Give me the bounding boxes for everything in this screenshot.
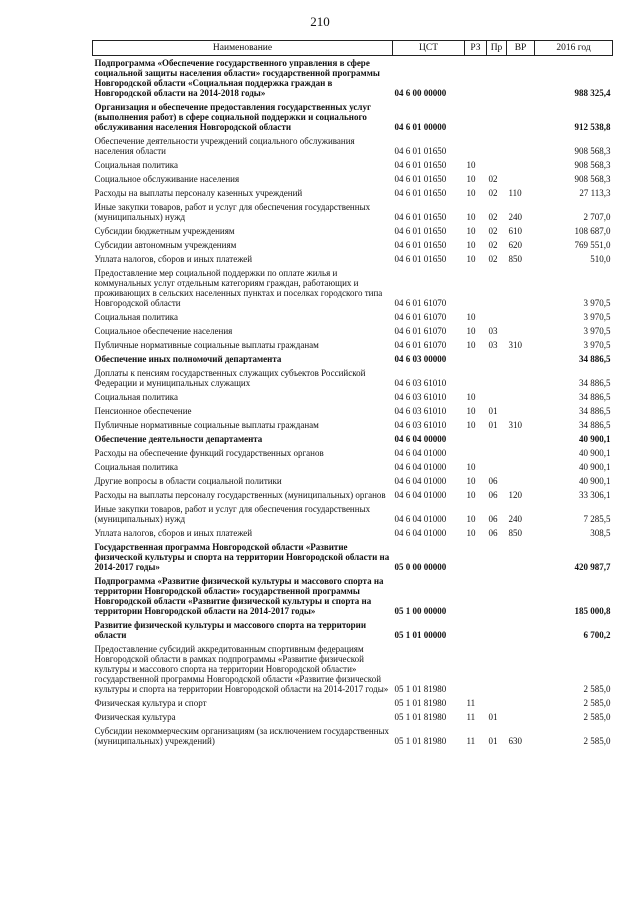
row-rz: 10 [466, 212, 476, 222]
row-vr [507, 446, 535, 460]
row-cst: 04 6 04 01000 [394, 490, 447, 500]
row-name: Расходы на обеспечение функций государственных органов [94, 448, 324, 458]
row-amount: 908 568,3 [574, 146, 611, 156]
row-cst: 04 6 03 61010 [394, 392, 447, 402]
row-cst: 04 6 01 01650 [394, 160, 447, 170]
row-pr: 01 [488, 420, 498, 430]
row-pr [487, 56, 507, 101]
row-amount: 2 585,0 [583, 736, 611, 746]
table-row [93, 460, 613, 474]
row-amount: 3 970,5 [583, 298, 611, 308]
row-rz [465, 618, 487, 642]
row-name: Иные закупки товаров, работ и услуг для обеспечения государственных (муниципальных) нужд [94, 504, 371, 524]
header-rz: РЗ [465, 41, 487, 56]
row-pr: 06 [488, 514, 498, 524]
row-vr: 240 [508, 212, 522, 222]
table-row [93, 540, 613, 574]
row-vr: 240 [508, 514, 522, 524]
row-cst: 05 1 01 81980 [394, 736, 447, 746]
page-number: 210 [310, 14, 330, 29]
row-cst: 05 1 01 81980 [394, 684, 447, 694]
table-row [93, 488, 613, 502]
row-vr [507, 172, 535, 186]
table-row [93, 172, 613, 186]
row-rz: 10 [466, 392, 476, 402]
row-cst: 04 6 01 61070 [394, 298, 447, 308]
row-vr: 110 [508, 188, 522, 198]
row-pr [487, 618, 507, 642]
table-row [93, 404, 613, 418]
row-cst: 04 6 01 61070 [394, 326, 447, 336]
row-amount: 3 970,5 [583, 340, 611, 350]
row-vr [507, 100, 535, 134]
row-name: Субсидии бюджетным учреждениям [94, 226, 235, 236]
table-body [93, 56, 613, 749]
table-row [93, 366, 613, 390]
row-name: Расходы на выплаты персоналу казенных учреждений [94, 188, 303, 198]
row-rz [465, 266, 487, 310]
table-row [93, 310, 613, 324]
row-amount: 34 886,5 [579, 354, 611, 364]
row-cst: 05 1 01 00000 [394, 630, 447, 640]
row-amount: 3 970,5 [583, 312, 611, 322]
row-cst: 04 6 04 01000 [394, 514, 447, 524]
table-row [93, 390, 613, 404]
row-amount: 769 551,0 [574, 240, 611, 250]
row-vr [507, 324, 535, 338]
row-vr [507, 642, 535, 696]
row-name: Предоставление субсидий аккредитованным спортивным федерациям Новгородской области в рамках подпрограммы «Развитие физической культуры и массового спорта на территории Новгородской области» государственной программы Новгородской области «Развитие физической культуры и спорта на территории Новгородской области на 2014-2017 годы» [94, 644, 389, 694]
table-row [93, 574, 613, 618]
row-name: Публичные нормативные социальные выплаты гражданам [94, 340, 319, 350]
row-cst: 04 6 04 01000 [394, 448, 447, 458]
row-rz [465, 432, 487, 446]
table-row [93, 710, 613, 724]
row-pr: 02 [488, 212, 498, 222]
row-cst: 05 1 01 81980 [394, 712, 447, 722]
row-name: Обеспечение иных полномочий департамента [94, 354, 282, 364]
row-name: Пенсионное обеспечение [94, 406, 192, 416]
row-rz [465, 100, 487, 134]
table-row [93, 446, 613, 460]
table-row [93, 100, 613, 134]
table-row [93, 56, 613, 101]
row-pr: 03 [488, 326, 498, 336]
row-cst: 04 6 01 61070 [394, 340, 447, 350]
row-rz: 10 [466, 240, 476, 250]
row-amount: 912 538,8 [574, 122, 611, 132]
row-amount: 6 700,2 [583, 630, 611, 640]
row-pr: 01 [488, 736, 498, 746]
row-amount: 108 687,0 [574, 226, 611, 236]
row-name: Социальная политика [94, 312, 178, 322]
row-name: Предоставление мер социальной поддержки по оплате жилья и коммунальных услуг отдельным категориям граждан, работающих и проживающих в сельских населенных пунктах и поселках городского типа Новгородской области [94, 268, 383, 308]
table-row [93, 526, 613, 540]
row-vr: 630 [508, 736, 522, 746]
row-cst: 05 0 00 00000 [394, 562, 447, 572]
header-vr: ВР [507, 41, 535, 56]
row-rz: 10 [466, 188, 476, 198]
row-rz: 10 [466, 174, 476, 184]
row-amount: 40 900,1 [579, 476, 611, 486]
row-name: Субсидии некоммерческим организациям (за исключением государственных (муниципальных) учреждений) [94, 726, 390, 746]
row-cst: 04 6 01 01650 [394, 188, 447, 198]
row-vr [507, 266, 535, 310]
row-name: Развитие физической культуры и массового спорта на территории области [94, 620, 367, 640]
row-vr: 310 [508, 420, 522, 430]
row-cst: 04 6 04 01000 [394, 528, 447, 538]
row-vr: 620 [508, 240, 522, 250]
row-vr [507, 540, 535, 574]
row-vr [507, 158, 535, 172]
table-row [93, 158, 613, 172]
row-amount: 40 900,1 [579, 434, 611, 444]
row-vr [507, 366, 535, 390]
row-amount: 2 585,0 [583, 698, 611, 708]
row-pr: 02 [488, 240, 498, 250]
row-name: Обеспечение деятельности учреждений социального обслуживания населения области [94, 136, 355, 156]
table-row [93, 352, 613, 366]
row-pr [487, 158, 507, 172]
row-pr [487, 266, 507, 310]
row-name: Другие вопросы в области социальной политики [94, 476, 282, 486]
row-cst: 04 6 04 01000 [394, 476, 447, 486]
row-pr [487, 460, 507, 474]
row-pr [487, 540, 507, 574]
row-pr: 01 [488, 406, 498, 416]
table-row [93, 418, 613, 432]
table-row [93, 238, 613, 252]
row-name: Расходы на выплаты персоналу государственных (муниципальных) органов [94, 490, 386, 500]
row-pr [487, 352, 507, 366]
row-vr [507, 56, 535, 101]
table-row [93, 186, 613, 200]
table-row [93, 474, 613, 488]
row-cst: 04 6 01 01650 [394, 146, 447, 156]
row-rz [465, 56, 487, 101]
row-rz [465, 366, 487, 390]
row-rz: 11 [466, 698, 476, 708]
row-pr [487, 696, 507, 710]
row-rz: 10 [466, 254, 476, 264]
header-name: Наименование [93, 41, 393, 56]
row-cst: 04 6 03 61010 [394, 406, 447, 416]
row-pr [487, 574, 507, 618]
row-pr: 02 [488, 174, 498, 184]
row-cst: 05 1 01 81980 [394, 698, 447, 708]
row-cst: 04 6 01 00000 [394, 122, 447, 132]
row-cst: 04 6 03 61010 [394, 378, 447, 388]
row-amount: 185 000,8 [574, 606, 611, 616]
row-amount: 988 325,4 [574, 88, 611, 98]
row-name: Социальное обслуживание населения [94, 174, 240, 184]
row-name: Подпрограмма «Развитие физической культуры и массового спорта на территории Новгородской области» государственной программы Новгородской области «Развитие физической культуры и спорта на территории Новгородской области на 2014-2017 годы» [94, 576, 384, 616]
row-amount: 908 568,3 [574, 174, 611, 184]
row-vr [507, 618, 535, 642]
row-name: Подпрограмма «Обеспечение государственного управления в сфере социальной защиты населения области» государственной программы Новгородской области «Социальная поддержка граждан в Новгородской области на 2014-2018 годы» [94, 58, 380, 98]
row-vr [507, 390, 535, 404]
row-name: Физическая культура и спорт [94, 698, 207, 708]
row-name: Социальная политика [94, 462, 178, 472]
row-vr [507, 574, 535, 618]
row-rz: 10 [466, 226, 476, 236]
row-cst: 04 6 01 61070 [394, 312, 447, 322]
row-vr [507, 352, 535, 366]
row-amount: 908 568,3 [574, 160, 611, 170]
row-name: Организация и обеспечение предоставления государственных услуг (выполнения работ) в сфере социальной поддержки и социального обслуживания населения Новгородской области [94, 102, 372, 132]
row-pr: 03 [488, 340, 498, 350]
row-amount: 34 886,5 [579, 392, 611, 402]
row-rz: 10 [466, 312, 476, 322]
row-amount: 34 886,5 [579, 378, 611, 388]
row-pr [487, 642, 507, 696]
row-rz: 11 [466, 712, 476, 722]
row-vr: 310 [508, 340, 522, 350]
table-row [93, 200, 613, 224]
row-name: Уплата налогов, сборов и иных платежей [94, 528, 253, 538]
row-vr [507, 460, 535, 474]
table-row [93, 324, 613, 338]
row-rz [465, 540, 487, 574]
table-header [93, 41, 613, 56]
row-rz: 10 [466, 406, 476, 416]
row-pr [487, 446, 507, 460]
table-row [93, 724, 613, 748]
row-pr: 06 [488, 490, 498, 500]
row-amount: 2 707,0 [583, 212, 611, 222]
row-rz: 10 [466, 528, 476, 538]
table-row [93, 696, 613, 710]
row-vr: 850 [508, 254, 522, 264]
row-name: Уплата налогов, сборов и иных платежей [94, 254, 253, 264]
row-rz: 10 [466, 476, 476, 486]
row-pr [487, 432, 507, 446]
row-cst: 04 6 04 01000 [394, 462, 447, 472]
row-vr [507, 696, 535, 710]
row-pr: 02 [488, 226, 498, 236]
row-vr: 120 [508, 490, 522, 500]
budget-table [92, 40, 613, 748]
row-pr [487, 310, 507, 324]
row-amount: 34 886,5 [579, 420, 611, 430]
row-amount: 3 970,5 [583, 326, 611, 336]
row-vr: 610 [508, 226, 522, 236]
row-name: Субсидии автономным учреждениям [94, 240, 237, 250]
row-amount: 420 987,7 [574, 562, 611, 572]
row-amount: 7 285,5 [583, 514, 611, 524]
row-cst: 04 6 01 01650 [394, 254, 447, 264]
row-name: Доплаты к пенсиям государственных служащих субъектов Российской Федерации и муниципальных служащих [94, 368, 366, 388]
row-rz: 10 [466, 326, 476, 336]
row-rz: 10 [466, 462, 476, 472]
row-rz [465, 352, 487, 366]
row-vr [507, 474, 535, 488]
header-cst: ЦСТ [393, 41, 465, 56]
row-amount: 34 886,5 [579, 406, 611, 416]
row-cst: 04 6 03 00000 [394, 354, 447, 364]
row-cst: 04 6 01 01650 [394, 240, 447, 250]
row-amount: 40 900,1 [579, 448, 611, 458]
row-cst: 05 1 00 00000 [394, 606, 447, 616]
row-pr: 02 [488, 254, 498, 264]
row-amount: 510,0 [590, 254, 611, 264]
row-pr: 06 [488, 476, 498, 486]
table-row [93, 252, 613, 266]
row-pr [487, 100, 507, 134]
row-amount: 33 306,1 [579, 490, 611, 500]
row-name: Публичные нормативные социальные выплаты гражданам [94, 420, 319, 430]
row-name: Социальное обеспечение населения [94, 326, 233, 336]
row-rz: 11 [466, 736, 476, 746]
row-cst: 04 6 01 01650 [394, 174, 447, 184]
row-cst: 04 6 01 01650 [394, 212, 447, 222]
row-pr [487, 390, 507, 404]
row-vr [507, 134, 535, 158]
row-rz: 10 [466, 340, 476, 350]
row-amount: 40 900,1 [579, 462, 611, 472]
row-name: Социальная политика [94, 392, 178, 402]
row-pr: 06 [488, 528, 498, 538]
row-pr: 02 [488, 188, 498, 198]
header-year: 2016 год [535, 41, 613, 56]
row-vr [507, 710, 535, 724]
table-row [93, 266, 613, 310]
row-rz: 10 [466, 514, 476, 524]
row-cst: 04 6 04 00000 [394, 434, 447, 444]
row-amount: 2 585,0 [583, 712, 611, 722]
row-amount: 27 113,3 [579, 188, 611, 198]
row-cst: 04 6 00 00000 [394, 88, 447, 98]
row-cst: 04 6 01 01650 [394, 226, 447, 236]
table-row [93, 432, 613, 446]
table-row [93, 224, 613, 238]
row-vr [507, 404, 535, 418]
row-rz [465, 574, 487, 618]
row-pr [487, 366, 507, 390]
table-row [93, 134, 613, 158]
table-row [93, 642, 613, 696]
row-pr [487, 134, 507, 158]
row-name: Обеспечение деятельности департамента [94, 434, 263, 444]
row-pr: 01 [488, 712, 498, 722]
row-name: Государственная программа Новгородской области «Развитие физической культуры и спорта на территории Новгородской области на 2014-2017 годы» [94, 542, 390, 572]
row-vr [507, 310, 535, 324]
row-rz: 10 [466, 420, 476, 430]
table-row [93, 502, 613, 526]
table-row [93, 338, 613, 352]
row-rz: 10 [466, 490, 476, 500]
row-rz: 10 [466, 160, 476, 170]
header-pr: Пр [487, 41, 507, 56]
row-name: Социальная политика [94, 160, 178, 170]
row-rz [465, 446, 487, 460]
row-cst: 04 6 03 61010 [394, 420, 447, 430]
row-rz [465, 642, 487, 696]
row-vr [507, 432, 535, 446]
row-amount: 308,5 [590, 528, 611, 538]
table-row [93, 618, 613, 642]
row-name: Иные закупки товаров, работ и услуг для обеспечения государственных (муниципальных) нужд [94, 202, 371, 222]
row-amount: 2 585,0 [583, 684, 611, 694]
row-rz [465, 134, 487, 158]
row-vr: 850 [508, 528, 522, 538]
row-name: Физическая культура [94, 712, 176, 722]
